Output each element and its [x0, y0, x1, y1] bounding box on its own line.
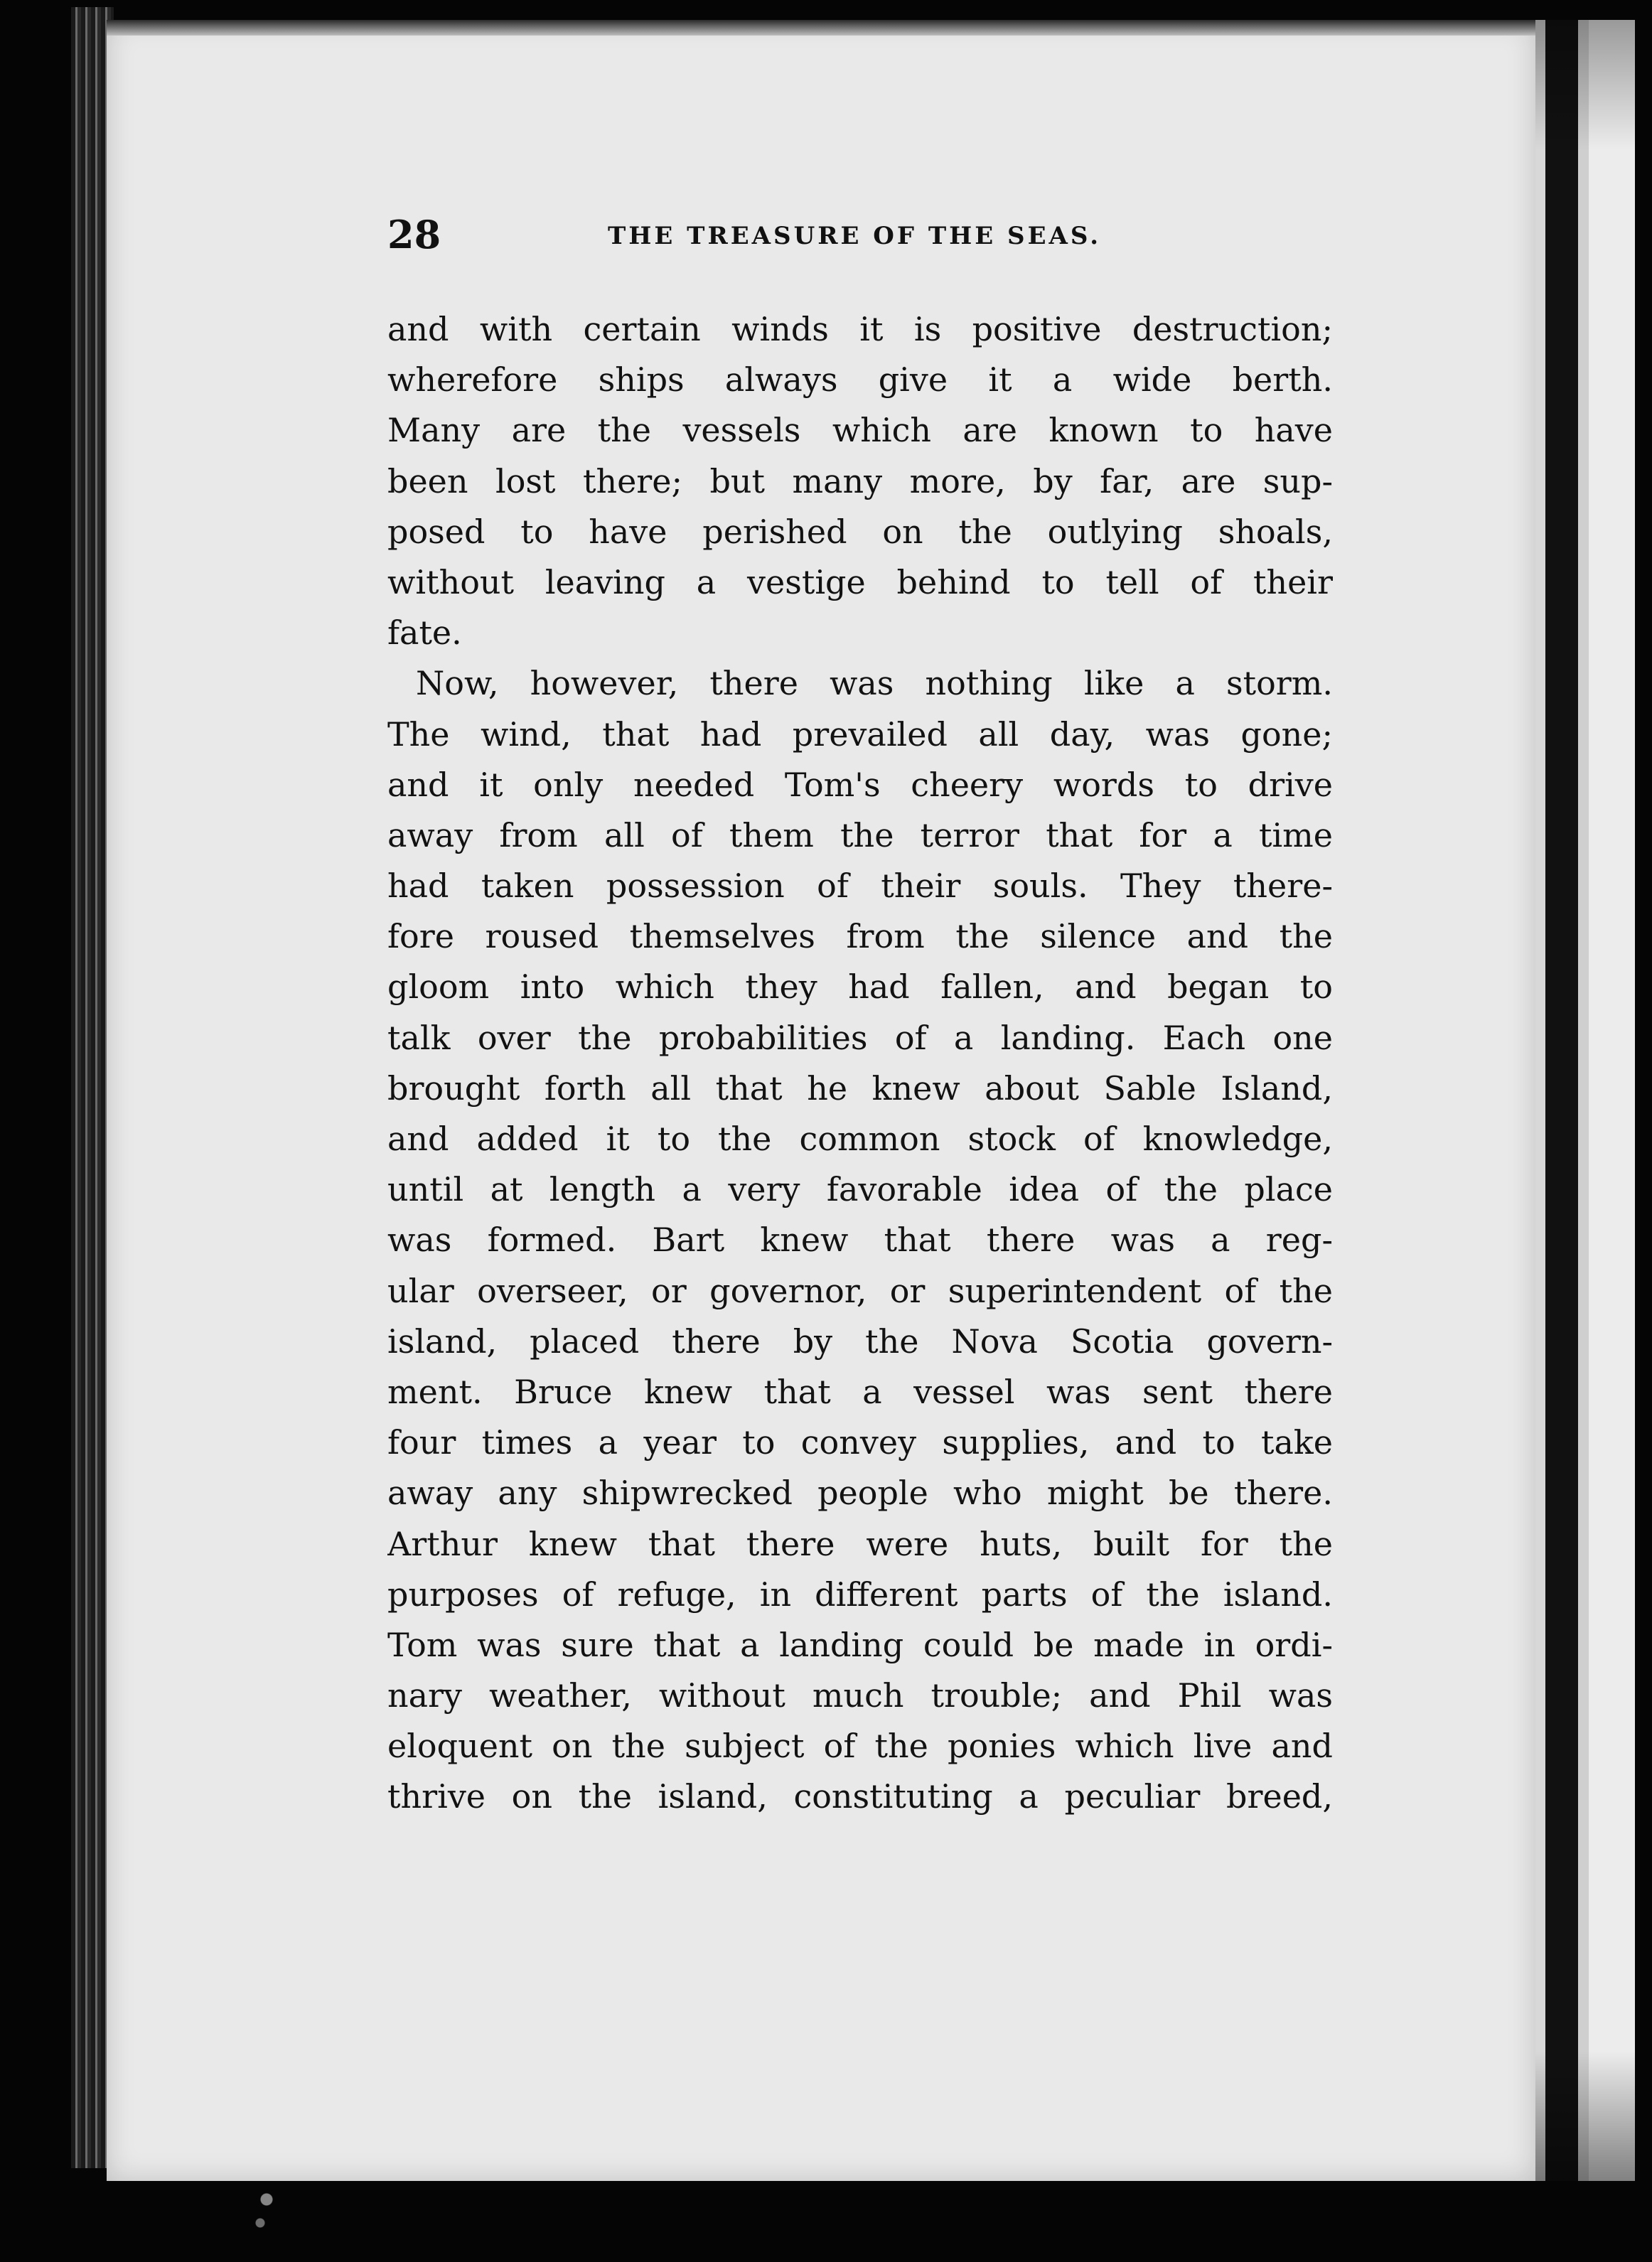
page-number: 28 — [387, 212, 441, 257]
book-page-edges — [1535, 20, 1635, 2181]
text-line: ment. Bruce knew that a vessel was sent there — [387, 1372, 1333, 1411]
text-line: and added it to the common stock of knowledge, — [387, 1120, 1333, 1158]
text-line: away from all of them the terror that for a time — [387, 815, 1333, 854]
running-title: THE TREASURE OF THE SEAS. — [608, 222, 1102, 250]
text-line: been lost there; but many more, by far, are sup- — [387, 461, 1333, 500]
text-line: eloquent on the subject of the ponies which live and — [387, 1727, 1333, 1766]
text-line: island, placed there by the Nova Scotia govern- — [387, 1322, 1333, 1361]
text-line: Tom was sure that a landing could be made in ordi- — [387, 1625, 1333, 1664]
text-line: gloom into which they had fallen, and began to — [387, 967, 1333, 1007]
text-line: wherefore ships always give it a wide berth. — [387, 360, 1333, 400]
text-line: ular overseer, or governor, or superintendent of the — [387, 1271, 1333, 1310]
text-line: fore roused themselves from the silence and the — [387, 917, 1333, 956]
text-line: had taken possession of their souls. They there- — [387, 867, 1333, 906]
text-line: Many are the vessels which are known to have — [387, 411, 1333, 450]
text-line: talk over the probabilities of a landing. Each one — [387, 1018, 1333, 1057]
text-line: The wind, that had prevailed all day, was gone; — [387, 714, 1333, 754]
text-line: and it only needed Tom's cheery words to drive — [387, 765, 1333, 804]
text-line: and with certain winds it is positive destruction; — [387, 310, 1333, 348]
text-line: without leaving a vestige behind to tell of their — [387, 562, 1333, 601]
text-line: purposes of refuge, in different parts of the island. — [387, 1575, 1333, 1614]
text-line: Arthur knew that there were huts, built for the — [387, 1524, 1333, 1563]
text-line: posed to have perished on the outlying shoals, — [387, 512, 1333, 551]
text-line: thrive on the island, constituting a peculiar breed, — [387, 1777, 1333, 1816]
text-line: away any shipwrecked people who might be there. — [387, 1474, 1333, 1513]
text-line: brought forth all that he knew about Sable Island, — [387, 1068, 1333, 1108]
text-line: until at length a very favorable idea of the place — [387, 1170, 1333, 1209]
body-text — [387, 304, 1333, 1823]
text-line: Now, however, there was nothing like a storm. — [416, 664, 1333, 703]
text-line: fate. — [387, 613, 462, 653]
text-line: nary weather, without much trouble; and Phil was — [387, 1676, 1333, 1715]
running-head — [387, 206, 1333, 263]
text-line: four times a year to convey supplies, and to take — [387, 1423, 1333, 1462]
text-line: was formed. Bart knew that there was a reg- — [387, 1221, 1333, 1260]
